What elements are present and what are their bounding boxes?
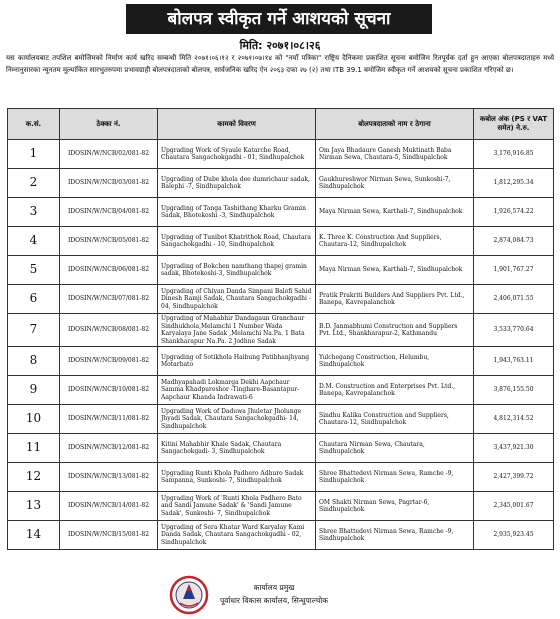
row-sn: 1 (8, 140, 60, 169)
nepal-emblem-icon (168, 575, 210, 615)
row-ref: IDOSIN/W/NCB/07/081-82 (60, 285, 158, 314)
row-contractor: Chautara Nirman Sewa, Chautara, Sindhupalchok (316, 434, 474, 463)
row-amount: 2,345,001.67 (474, 492, 554, 521)
office-name: पूर्वाधार विकास कार्यालय, सिन्धुपाल्चोक (220, 596, 328, 605)
table-row (8, 521, 554, 550)
row-contractor: D.M. Construction and Enterprises Pvt. Ltd., Banepa, Kavrepalanchok (316, 376, 474, 405)
row-amount: 3,876,155.50 (474, 376, 554, 405)
row-contractor: Shree Bhattedevi Nirman Sewa, Ramche -9, Sindhupalchok (316, 463, 474, 492)
row-work: Upgrading of Sera Khatar Ward Karyalay Kami Danda Sadak, Chautara Sangachokgadhi - 02, Sindhupalchok (158, 521, 316, 550)
row-work: Upgrading Work of 'Runti Khola Padhero Bato and Sandi Jamune Sadak' & 'Sandi Jamune Sadak', Sunkoshi- 7, Sindhupalchok (158, 492, 316, 521)
table-row (8, 492, 554, 521)
signatory-title: कार्यालय प्रमुख (253, 583, 295, 592)
table-row (8, 434, 554, 463)
row-sn: 9 (8, 376, 60, 405)
table-row (8, 198, 554, 227)
row-sn: 7 (8, 314, 60, 347)
row-sn: 2 (8, 169, 60, 198)
row-amount: 2,406,071.55 (474, 285, 554, 314)
row-ref: IDOSIN/W/NCB/12/081-82 (60, 434, 158, 463)
table-header-row (8, 109, 554, 140)
table-row (8, 463, 554, 492)
row-work: Upgrading of Sotikhola Haibung Patibhanjhyang Motarbato (158, 347, 316, 376)
row-ref: IDOSIN/W/NCB/06/081-82 (60, 256, 158, 285)
row-ref: IDOSIN/W/NCB/09/081-82 (60, 347, 158, 376)
row-work: Madhyapahadi Lokmarga Dekhi Aapchaur Samma Khadpureshor -Tinghare-Basantapur-Aapchaur Khanda Indrawati-6 (158, 376, 316, 405)
row-contractor: B.D. Janmabhumi Construction and Suppliers Pvt. Ltd., Shankharapur-2, Kathmandu (316, 314, 474, 347)
notice-date: मिति: २०७१।०८।२६ (239, 39, 321, 52)
row-contractor: Maya Nirman Sewa, Karthali-7, Sindhupalchok (316, 256, 474, 285)
row-sn: 11 (8, 434, 60, 463)
row-amount: 2,874,084.73 (474, 227, 554, 256)
header-contractor: बोलपत्रदाताको नाम र ठेगाना (316, 109, 474, 140)
row-amount: 3,176,916.85 (474, 140, 554, 169)
row-contractor: Shree Bhattedevi Nirman Sewa, Ramche -9, Sindhupalchok (316, 521, 474, 550)
row-amount: 1,926,574.22 (474, 198, 554, 227)
row-work: Upgrading Work of Daduwa Jhuletar Jholunge Jhyadi Sadak, Chautara Sangachokgadhi- 14, Sindhupalchok (158, 405, 316, 434)
row-sn: 12 (8, 463, 60, 492)
table-row (8, 169, 554, 198)
table-row (8, 227, 554, 256)
row-sn: 8 (8, 347, 60, 376)
row-work: Upgrading of Mahabhir Dandagaun Granchaur Sindhukhola,Melamchi 1 Number Wada Karyalaya Jane Sadak ,Melamchi Na.Pa. 1 Bata Shankharapur Na.Pa. 2 Jodhne Sadak (158, 314, 316, 347)
row-contractor: Pratik Prakriti Builders And Suppliers Pvt. Ltd., Banepa, Kavrepalanchok (316, 285, 474, 314)
row-amount: 3,437,921.30 (474, 434, 554, 463)
row-contractor: Gaukhureshwor Nirman Sewa, Sunkoshi-7, Sindhupalchok (316, 169, 474, 198)
header-ref: ठेक्का नं. (60, 109, 158, 140)
row-contractor: OM Shakti Nirman Sewa, Pagrtar-6, Sindhupalchok (316, 492, 474, 521)
row-work: Upgrading of Tanga Tashithang Kharku Gramin Sadak, Bhotekoshi -3, Sindhupalchok (158, 198, 316, 227)
table-row (8, 256, 554, 285)
row-contractor: Sindhu Kalika Construction and Suppliers, Chautara-12, Sindhupalchok (316, 405, 474, 434)
row-contractor: Maya Nirman Sewa, Karthali-7, Sindhupalchok (316, 198, 474, 227)
row-sn: 6 (8, 285, 60, 314)
row-ref: IDOSIN/W/NCB/05/081-82 (60, 227, 158, 256)
row-amount: 1,943,763.11 (474, 347, 554, 376)
row-amount: 3,533,770.64 (474, 314, 554, 347)
row-work: Upgrading Runti Khola Padhero Adhuro Sadak Sampanna, Sunkoshi- 7, Sindhupalchok (158, 463, 316, 492)
signatory-block (220, 581, 328, 607)
row-amount: 4,812,314.52 (474, 405, 554, 434)
row-ref: IDOSIN/W/NCB/02/081-82 (60, 140, 158, 169)
notice-title: बोलपत्र स्वीकृत गर्ने आशयको सूचना (126, 4, 432, 34)
row-work: Upgrading of Chiyan Danda Simpani Balefi Sahid Dinesh Ramji Sadak, Chautara Sangachokgadhi - 04, Sindhupalchok (158, 285, 316, 314)
row-ref: IDOSIN/W/NCB/13/081-82 (60, 463, 158, 492)
row-ref: IDOSIN/W/NCB/11/081-82 (60, 405, 158, 434)
row-sn: 13 (8, 492, 60, 521)
row-amount: 2,427,399.72 (474, 463, 554, 492)
row-amount: 1,901,767.27 (474, 256, 554, 285)
row-work: Kitini Mahabhir Khale Sadak, Chautara Sangachokgadi- 3, Sindhupalchok (158, 434, 316, 463)
header-amount: कबोल अंक (PS र VAT समेत) ने.रु. (474, 109, 554, 140)
row-ref: IDOSIN/W/NCB/04/081-82 (60, 198, 158, 227)
row-ref: IDOSIN/W/NCB/10/081-82 (60, 376, 158, 405)
header-sn: क.सं. (8, 109, 60, 140)
row-ref: IDOSIN/W/NCB/03/081-82 (60, 169, 158, 198)
row-ref: IDOSIN/W/NCB/08/081-82 (60, 314, 158, 347)
table-row (8, 140, 554, 169)
row-sn: 14 (8, 521, 60, 550)
table-row (8, 347, 554, 376)
row-contractor: K. Three K. Construction And Suppliers, Chautara-12, Sindhupalchok (316, 227, 474, 256)
row-contractor: Yulchegang Construction, Helumbu, Sindhupalchok (316, 347, 474, 376)
table-row (8, 314, 554, 347)
row-work: Upgrading of Dube khola dee dumrichaur sadak, Balephi -7, Sindhupalchok (158, 169, 316, 198)
row-sn: 5 (8, 256, 60, 285)
row-sn: 4 (8, 227, 60, 256)
contracts-table (7, 108, 554, 550)
row-amount: 1,812,295.34 (474, 169, 554, 198)
footer (0, 575, 560, 615)
row-ref: IDOSIN/W/NCB/15/081-82 (60, 521, 158, 550)
row-ref: IDOSIN/W/NCB/14/081-82 (60, 492, 158, 521)
table-row (8, 285, 554, 314)
table-row (8, 376, 554, 405)
row-contractor: Om Jaya Bhadaure Ganesh Muktinath Baba Nirman Sewa, Chautara-5, Sindhupalchok (316, 140, 474, 169)
row-sn: 3 (8, 198, 60, 227)
row-sn: 10 (8, 405, 60, 434)
table-row (8, 405, 554, 434)
row-work: Upgrading Work of Syaule Katarche Road, Chautara Sangachokgadhi - 01, Sindhupalchok (158, 140, 316, 169)
row-amount: 2,935,923.45 (474, 521, 554, 550)
notice-paragraph: यस कार्यालयबाट तपशिल बमोजिमको निर्माण कार्य खरिद सम्बन्धी मिति २०७१।०६।१२ र २०७१।०७।१४ को "नयाँ पत्रिका" राष्ट्रिय दैनिकमा प्रकाशित सूचना बमोजिम रितपूर्वक दर्ता हुन आएका बोलपत्रदाताहरु मध्ये निम्नानुसारका न्यूनतम मूल्यांकित सारभुतरुपमा प्रभावग्राही बोलपत्रदाताको बोलपत्र, सार्वजनिक खरिद ऐन २०६३ दफा २७ (२) तथा ITB 39.1 बमोजिम स्वीकृत गर्ने आशयको सूचना प्रकाशित गरिएको छ। (6, 54, 554, 74)
row-work: Upgrading of Bokchen namthang thapej gramin sadak, Bhotekoshi-3, Sindhupalchok (158, 256, 316, 285)
row-work: Upgrading of Tunibot Khatrithok Road, Chautara Sangachokgadhi - 10, Sindhupalchok (158, 227, 316, 256)
header-work: कामको विवरण (158, 109, 316, 140)
